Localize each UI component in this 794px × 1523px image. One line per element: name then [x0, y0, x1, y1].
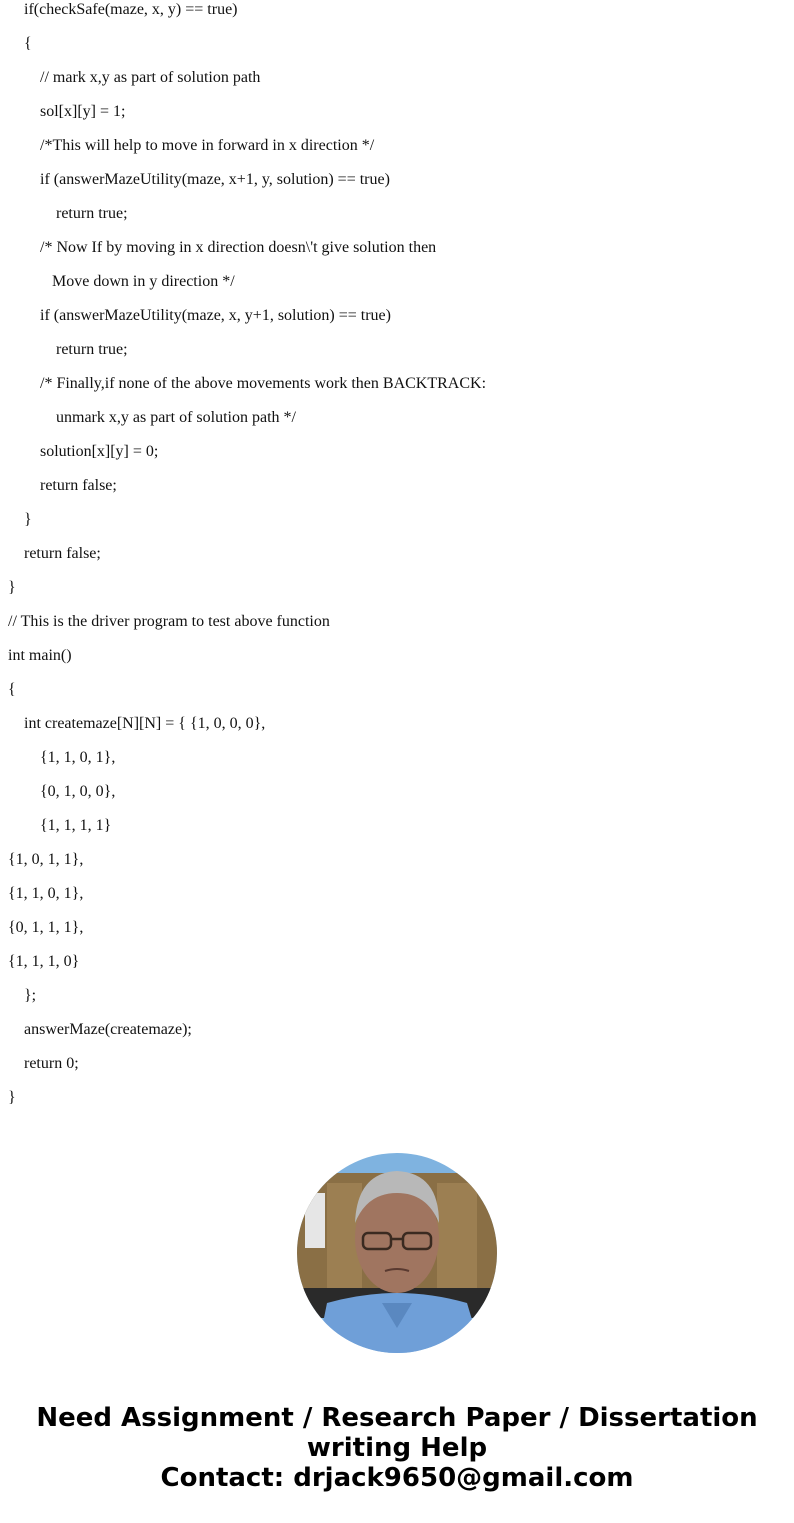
promo-banner — [0, 1403, 794, 1493]
contact-email: Contact: drjack9650@gmail.com — [160, 1463, 634, 1493]
code-line: { — [8, 681, 16, 698]
code-line: // This is the driver program to test above function — [8, 613, 330, 630]
code-line: int main() — [8, 647, 72, 664]
person-photo-icon — [297, 1153, 497, 1353]
code-line: {1, 1, 0, 1}, — [40, 749, 116, 766]
code-line: if (answerMazeUtility(maze, x, y+1, solution) == true) — [40, 307, 391, 324]
code-line: } — [24, 511, 32, 528]
code-line: {1, 0, 1, 1}, — [8, 851, 84, 868]
code-line: /* Finally,if none of the above movements work then BACKTRACK: — [40, 375, 487, 392]
code-line: {1, 1, 0, 1}, — [8, 885, 84, 902]
code-line: {0, 1, 0, 0}, — [40, 783, 116, 800]
code-line: { — [24, 35, 32, 52]
code-line: } — [8, 579, 16, 596]
code-line: unmark x,y as part of solution path */ — [56, 409, 296, 426]
code-line: {0, 1, 1, 1}, — [8, 919, 84, 936]
code-line: {1, 1, 1, 0} — [8, 953, 80, 970]
code-line: answerMaze(createmaze); — [24, 1021, 192, 1038]
code-line: int createmaze[N][N] = { {1, 0, 0, 0}, — [24, 715, 266, 732]
code-line: return false; — [40, 477, 117, 494]
code-line: if(checkSafe(maze, x, y) == true) — [24, 1, 238, 18]
code-line: return true; — [56, 341, 128, 358]
promo-line-1: Need Assignment / Research Paper / Dissertation — [36, 1403, 758, 1433]
code-line: return 0; — [24, 1055, 79, 1072]
code-line: if (answerMazeUtility(maze, x+1, y, solution) == true) — [40, 171, 390, 188]
code-line: /* Now If by moving in x direction doesn\'t give solution then — [40, 239, 437, 256]
code-line: return false; — [24, 545, 101, 562]
author-avatar — [297, 1153, 497, 1353]
code-line: // mark x,y as part of solution path — [40, 69, 261, 86]
code-line: }; — [24, 987, 37, 1004]
code-line: /*This will help to move in forward in x direction */ — [40, 137, 375, 154]
code-line: Move down in y direction */ — [52, 273, 235, 290]
code-line: return true; — [56, 205, 128, 222]
code-line: } — [8, 1089, 16, 1106]
code-line: {1, 1, 1, 1} — [40, 817, 112, 834]
promo-line-2: writing Help — [306, 1433, 488, 1463]
code-line: sol[x][y] = 1; — [40, 103, 126, 120]
code-line: solution[x][y] = 0; — [40, 443, 159, 460]
